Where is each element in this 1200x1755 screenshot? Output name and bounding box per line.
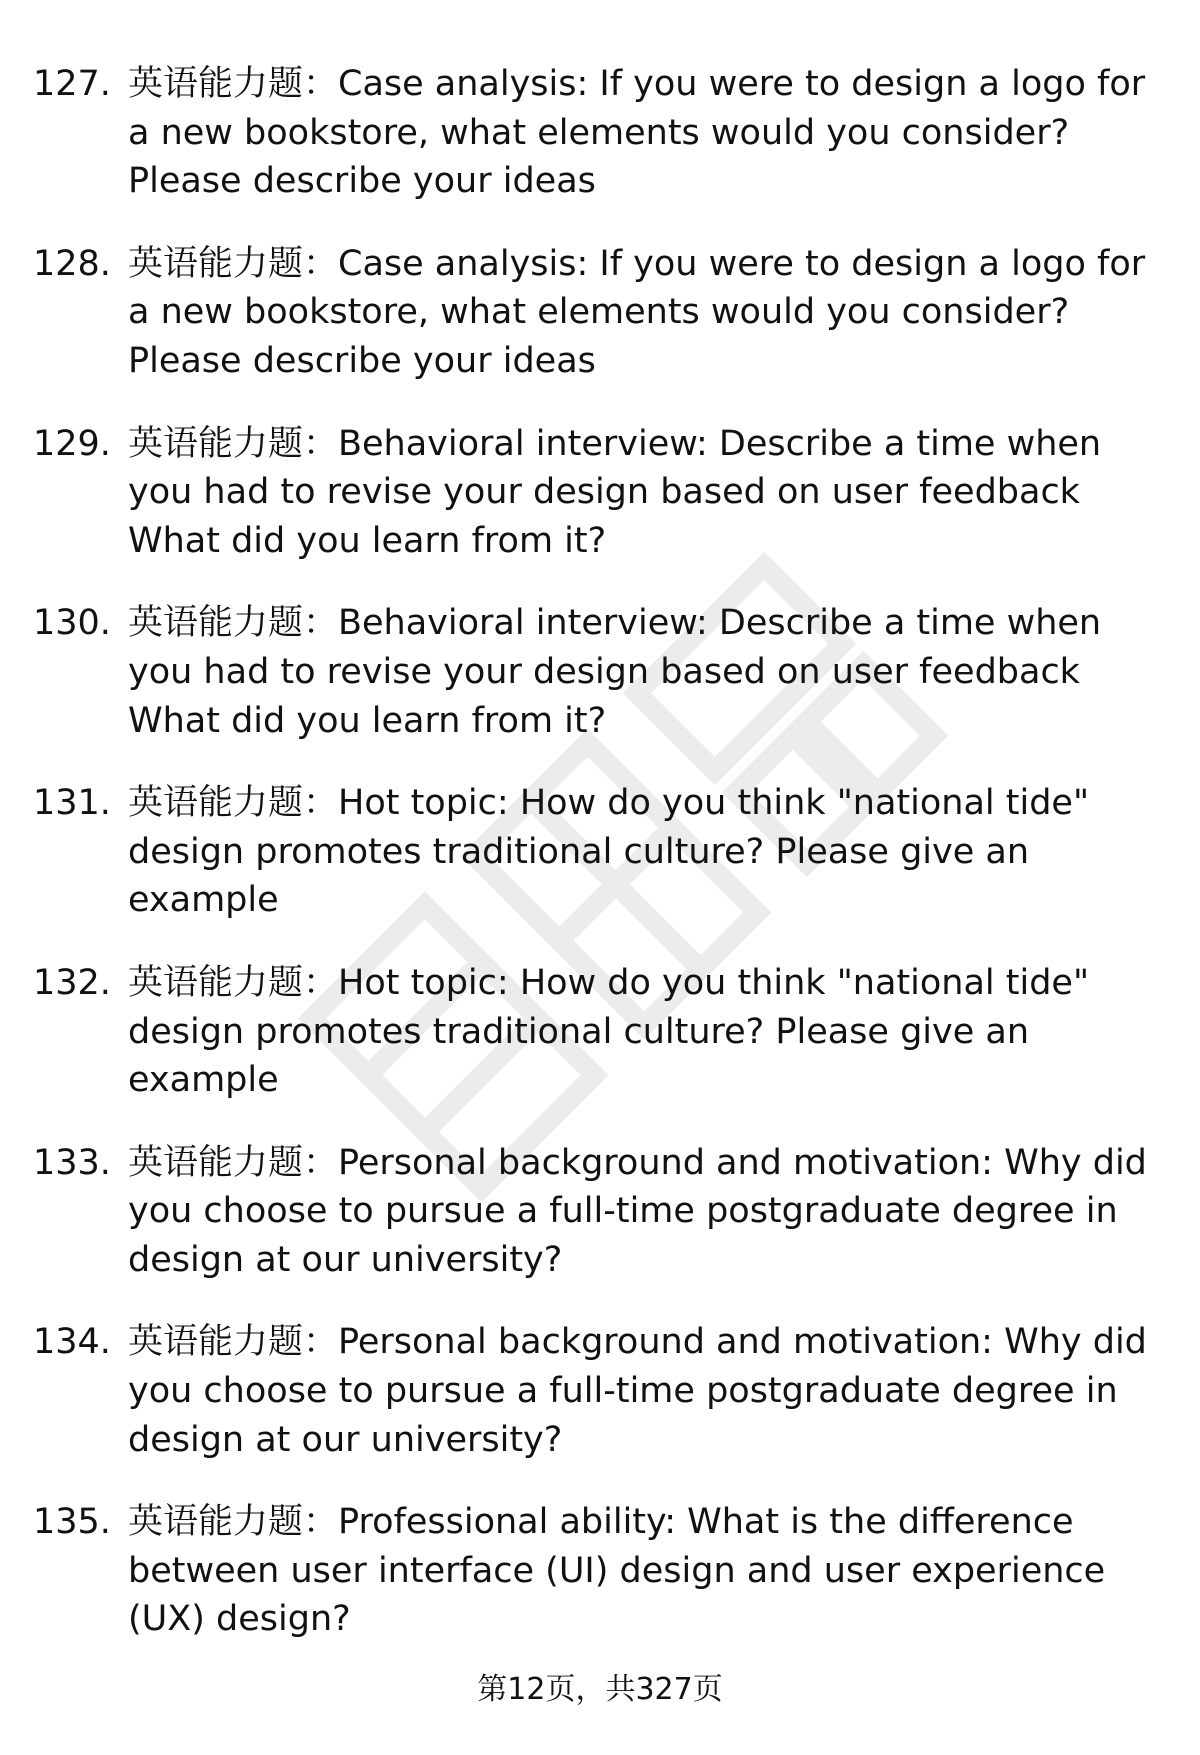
- question-number: 134.: [33, 1322, 111, 1363]
- question-text: 英语能力题：Hot topic: How do you think "national tide" design promotes traditional culture? Please give an example: [128, 962, 1090, 1101]
- question-text: 英语能力题：Case analysis: If you were to design a logo for a new bookstore, what elements would you consider? Please describe your ideas: [128, 243, 1146, 381]
- question-item: [33, 420, 1178, 566]
- question-number: 133.: [33, 1142, 111, 1183]
- question-number: 128.: [33, 243, 111, 284]
- question-item: [33, 240, 1178, 386]
- question-item: [33, 959, 1178, 1105]
- question-text: 英语能力题：Personal background and motivation: Why did you choose to pursue a full-time postgraduate degree in design at our university?: [128, 1322, 1147, 1460]
- question-number: 132.: [33, 962, 111, 1003]
- question-item: [33, 599, 1178, 745]
- question-number: 127.: [33, 64, 111, 104]
- question-number: 131.: [33, 783, 111, 824]
- question-item: [33, 60, 1178, 206]
- question-text: 英语能力题：Personal background and motivation: Why did you choose to pursue a full-time postgraduate degree in design at our university?: [128, 1142, 1147, 1280]
- question-text: 英语能力题：Case analysis: If you were to design a logo for a new bookstore, what elements would you consider? Please describe your ideas: [128, 64, 1146, 202]
- question-item: [33, 1498, 1178, 1644]
- question-item: [33, 779, 1178, 925]
- question-number: 130.: [33, 603, 111, 644]
- question-number: 135.: [33, 1502, 111, 1543]
- question-list: [33, 60, 1178, 1678]
- question-text: 英语能力题：Behavioral interview: Describe a time when you had to revise your design based on user feedback What did you learn from it?: [128, 423, 1102, 561]
- page-footer: 第12页，共327页: [477, 1672, 723, 1707]
- question-text: 英语能力题：Hot topic: How do you think "national tide" design promotes traditional culture? Please give an example: [128, 783, 1090, 921]
- question-number: 129.: [33, 423, 111, 464]
- question-text: 英语能力题：Behavioral interview: Describe a time when you had to revise your design based on user feedback What did you learn from it?: [128, 603, 1102, 741]
- question-text: 英语能力题：Professional ability: What is the difference between user interface (UI) design and user experience (UX) design?: [128, 1502, 1106, 1640]
- question-item: [33, 1318, 1178, 1464]
- question-item: [33, 1139, 1178, 1285]
